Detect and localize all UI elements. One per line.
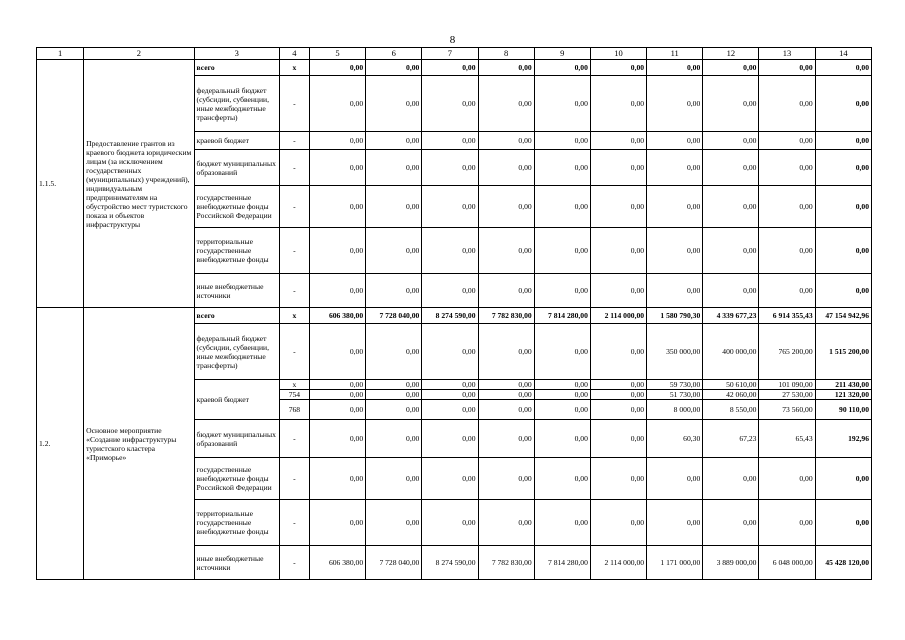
value-cell: 350 000,00 bbox=[647, 324, 703, 380]
value-cell: 0,00 bbox=[815, 60, 871, 76]
funding-source: федеральный бюджет (субсидии, субвенции, иные межбюджетные трансферты) bbox=[194, 324, 279, 380]
value-cell: 765 200,00 bbox=[759, 324, 815, 380]
value-cell: 0,00 bbox=[478, 390, 534, 400]
value-cell: 0,00 bbox=[422, 420, 478, 458]
value-cell: 0,00 bbox=[590, 60, 646, 76]
value-cell: 0,00 bbox=[422, 60, 478, 76]
value-cell: 0,00 bbox=[478, 324, 534, 380]
column-header: 8 bbox=[478, 48, 534, 60]
value-cell: 0,00 bbox=[422, 186, 478, 228]
value-cell: 0,00 bbox=[815, 76, 871, 132]
value-cell: 0,00 bbox=[422, 150, 478, 186]
funding-source: иные внебюджетные источники bbox=[194, 274, 279, 308]
value-cell: 7 728 040,00 bbox=[366, 308, 422, 324]
value-cell: 27 530,00 bbox=[759, 390, 815, 400]
value-cell: 0,00 bbox=[815, 186, 871, 228]
value-cell: 90 110,00 bbox=[815, 400, 871, 420]
funding-source: иные внебюджетные источники bbox=[194, 546, 279, 580]
value-cell: 8 274 590,00 bbox=[422, 308, 478, 324]
value-cell: 0,00 bbox=[422, 76, 478, 132]
value-cell: 0,00 bbox=[534, 60, 590, 76]
value-cell: 0,00 bbox=[534, 228, 590, 274]
value-cell: 59 730,00 bbox=[647, 380, 703, 390]
value-cell: 0,00 bbox=[647, 60, 703, 76]
column-4: - bbox=[279, 186, 309, 228]
value-cell: 0,00 bbox=[309, 400, 365, 420]
column-header: 10 bbox=[590, 48, 646, 60]
value-cell: 0,00 bbox=[647, 76, 703, 132]
funding-source: всего bbox=[194, 60, 279, 76]
funding-source: краевой бюджет bbox=[194, 380, 279, 420]
value-cell: 400 000,00 bbox=[703, 324, 759, 380]
value-cell: 0,00 bbox=[815, 458, 871, 500]
value-cell: 0,00 bbox=[366, 274, 422, 308]
value-cell: 65,43 bbox=[759, 420, 815, 458]
value-cell: 0,00 bbox=[422, 274, 478, 308]
value-cell: 0,00 bbox=[309, 458, 365, 500]
value-cell: 0,00 bbox=[478, 228, 534, 274]
value-cell: 0,00 bbox=[366, 228, 422, 274]
value-cell: 0,00 bbox=[590, 324, 646, 380]
value-cell: 0,00 bbox=[366, 186, 422, 228]
value-cell: 0,00 bbox=[309, 390, 365, 400]
value-cell: 0,00 bbox=[366, 380, 422, 390]
column-4: - bbox=[279, 420, 309, 458]
value-cell: 0,00 bbox=[759, 458, 815, 500]
value-cell: 8 274 590,00 bbox=[422, 546, 478, 580]
value-cell: 0,00 bbox=[366, 390, 422, 400]
value-cell: 0,00 bbox=[590, 458, 646, 500]
value-cell: 192,96 bbox=[815, 420, 871, 458]
value-cell: 0,00 bbox=[590, 76, 646, 132]
value-cell: 2 114 000,00 bbox=[590, 308, 646, 324]
column-4: x bbox=[279, 308, 309, 324]
value-cell: 6 048 000,00 bbox=[759, 546, 815, 580]
value-cell: 0,00 bbox=[478, 76, 534, 132]
value-cell: 0,00 bbox=[590, 186, 646, 228]
column-header: 2 bbox=[84, 48, 194, 60]
value-cell: 0,00 bbox=[478, 132, 534, 150]
value-cell: 0,00 bbox=[478, 186, 534, 228]
value-cell: 2 114 000,00 bbox=[590, 546, 646, 580]
value-cell: 67,23 bbox=[703, 420, 759, 458]
column-header: 6 bbox=[366, 48, 422, 60]
value-cell: 0,00 bbox=[478, 60, 534, 76]
value-cell: 8 550,00 bbox=[703, 400, 759, 420]
value-cell: 47 154 942,96 bbox=[815, 308, 871, 324]
value-cell: 0,00 bbox=[422, 380, 478, 390]
column-header: 14 bbox=[815, 48, 871, 60]
column-header: 9 bbox=[534, 48, 590, 60]
value-cell: 0,00 bbox=[478, 274, 534, 308]
value-cell: 0,00 bbox=[759, 228, 815, 274]
value-cell: 0,00 bbox=[309, 132, 365, 150]
table-row bbox=[37, 308, 872, 324]
value-cell: 73 560,00 bbox=[759, 400, 815, 420]
value-cell: 0,00 bbox=[703, 500, 759, 546]
value-cell: 1 580 790,30 bbox=[647, 308, 703, 324]
value-cell: 0,00 bbox=[815, 228, 871, 274]
value-cell: 0,00 bbox=[759, 186, 815, 228]
value-cell: 0,00 bbox=[309, 228, 365, 274]
value-cell: 6 914 355,43 bbox=[759, 308, 815, 324]
value-cell: 0,00 bbox=[703, 76, 759, 132]
funding-source: всего bbox=[194, 308, 279, 324]
column-header: 5 bbox=[309, 48, 365, 60]
value-cell: 0,00 bbox=[422, 500, 478, 546]
page-number: 8 bbox=[449, 34, 456, 46]
value-cell: 0,00 bbox=[759, 60, 815, 76]
value-cell: 0,00 bbox=[590, 500, 646, 546]
value-cell: 0,00 bbox=[590, 132, 646, 150]
value-cell: 0,00 bbox=[366, 150, 422, 186]
value-cell: 0,00 bbox=[590, 380, 646, 390]
value-cell: 0,00 bbox=[534, 76, 590, 132]
value-cell: 42 060,00 bbox=[703, 390, 759, 400]
column-4: - bbox=[279, 274, 309, 308]
value-cell: 0,00 bbox=[815, 150, 871, 186]
value-cell: 7 814 280,00 bbox=[534, 308, 590, 324]
value-cell: 0,00 bbox=[590, 390, 646, 400]
value-cell: 0,00 bbox=[478, 150, 534, 186]
value-cell: 0,00 bbox=[647, 186, 703, 228]
value-cell: 0,00 bbox=[478, 500, 534, 546]
value-cell: 7 814 280,00 bbox=[534, 546, 590, 580]
value-cell: 0,00 bbox=[759, 150, 815, 186]
value-cell: 0,00 bbox=[590, 150, 646, 186]
value-cell: 0,00 bbox=[703, 186, 759, 228]
value-cell: 45 428 120,00 bbox=[815, 546, 871, 580]
column-header: 11 bbox=[647, 48, 703, 60]
value-cell: 7 782 830,00 bbox=[478, 546, 534, 580]
column-4: - bbox=[279, 324, 309, 380]
value-cell: 1 171 000,00 bbox=[647, 546, 703, 580]
value-cell: 0,00 bbox=[590, 228, 646, 274]
column-4: 754 bbox=[279, 390, 309, 400]
value-cell: 0,00 bbox=[815, 132, 871, 150]
column-4: x bbox=[279, 380, 309, 390]
value-cell: 0,00 bbox=[309, 150, 365, 186]
value-cell: 0,00 bbox=[534, 324, 590, 380]
value-cell: 0,00 bbox=[309, 324, 365, 380]
column-header: 7 bbox=[422, 48, 478, 60]
funding-source: территориальные государственные внебюджетные фонды bbox=[194, 228, 279, 274]
funding-source: государственные внебюджетные фонды Российской Федерации bbox=[194, 186, 279, 228]
column-header: 3 bbox=[194, 48, 279, 60]
activity-name: Предоставление грантов из краевого бюджета юридическим лицам (за исключением государственных (муниципальных) учреждений), индивидуальным предпринимателям на обустройство мест туристского показа и объектов инфраструктуры bbox=[84, 60, 194, 308]
value-cell: 0,00 bbox=[703, 228, 759, 274]
value-cell: 7 728 040,00 bbox=[366, 546, 422, 580]
value-cell: 0,00 bbox=[534, 400, 590, 420]
value-cell: 0,00 bbox=[815, 274, 871, 308]
value-cell: 0,00 bbox=[366, 60, 422, 76]
value-cell: 0,00 bbox=[309, 380, 365, 390]
value-cell: 0,00 bbox=[534, 132, 590, 150]
value-cell: 3 889 000,00 bbox=[703, 546, 759, 580]
column-4: x bbox=[279, 60, 309, 76]
value-cell: 211 430,00 bbox=[815, 380, 871, 390]
activity-name: Основное мероприятие «Создание инфраструктуры туристского кластера «Приморье» bbox=[84, 308, 194, 580]
value-cell: 0,00 bbox=[815, 500, 871, 546]
value-cell: 0,00 bbox=[647, 274, 703, 308]
value-cell: 0,00 bbox=[309, 500, 365, 546]
value-cell: 0,00 bbox=[759, 500, 815, 546]
value-cell: 606 380,00 bbox=[309, 546, 365, 580]
value-cell: 0,00 bbox=[759, 76, 815, 132]
value-cell: 0,00 bbox=[422, 390, 478, 400]
value-cell: 1 515 200,00 bbox=[815, 324, 871, 380]
value-cell: 0,00 bbox=[478, 400, 534, 420]
value-cell: 0,00 bbox=[422, 400, 478, 420]
funding-source: государственные внебюджетные фонды Российской Федерации bbox=[194, 458, 279, 500]
value-cell: 0,00 bbox=[534, 500, 590, 546]
column-4: - bbox=[279, 228, 309, 274]
value-cell: 0,00 bbox=[590, 400, 646, 420]
column-4: - bbox=[279, 546, 309, 580]
value-cell: 0,00 bbox=[478, 420, 534, 458]
value-cell: 0,00 bbox=[703, 150, 759, 186]
value-cell: 0,00 bbox=[647, 150, 703, 186]
value-cell: 0,00 bbox=[534, 458, 590, 500]
value-cell: 0,00 bbox=[366, 76, 422, 132]
value-cell: 0,00 bbox=[309, 274, 365, 308]
value-cell: 0,00 bbox=[759, 132, 815, 150]
value-cell: 0,00 bbox=[590, 274, 646, 308]
column-4: - bbox=[279, 76, 309, 132]
value-cell: 7 782 830,00 bbox=[478, 308, 534, 324]
value-cell: 0,00 bbox=[647, 500, 703, 546]
value-cell: 0,00 bbox=[422, 132, 478, 150]
table-row bbox=[37, 60, 872, 76]
column-header: 4 bbox=[279, 48, 309, 60]
value-cell: 0,00 bbox=[647, 228, 703, 274]
value-cell: 0,00 bbox=[309, 60, 365, 76]
column-header: 12 bbox=[703, 48, 759, 60]
value-cell: 51 730,00 bbox=[647, 390, 703, 400]
value-cell: 50 610,00 bbox=[703, 380, 759, 390]
budget-table bbox=[36, 47, 872, 580]
value-cell: 0,00 bbox=[366, 132, 422, 150]
value-cell: 0,00 bbox=[366, 400, 422, 420]
row-code: 1.2. bbox=[37, 308, 84, 580]
row-code: 1.1.5. bbox=[37, 60, 84, 308]
value-cell: 0,00 bbox=[366, 420, 422, 458]
value-cell: 0,00 bbox=[366, 458, 422, 500]
value-cell: 0,00 bbox=[309, 76, 365, 132]
value-cell: 60,30 bbox=[647, 420, 703, 458]
value-cell: 0,00 bbox=[647, 132, 703, 150]
value-cell: 0,00 bbox=[534, 150, 590, 186]
value-cell: 0,00 bbox=[590, 420, 646, 458]
column-4: - bbox=[279, 132, 309, 150]
value-cell: 0,00 bbox=[422, 324, 478, 380]
value-cell: 0,00 bbox=[366, 500, 422, 546]
value-cell: 0,00 bbox=[703, 458, 759, 500]
value-cell: 0,00 bbox=[534, 420, 590, 458]
column-header: 13 bbox=[759, 48, 815, 60]
value-cell: 101 090,00 bbox=[759, 380, 815, 390]
funding-source: краевой бюджет bbox=[194, 132, 279, 150]
value-cell: 8 000,00 bbox=[647, 400, 703, 420]
column-4: 768 bbox=[279, 400, 309, 420]
column-4: - bbox=[279, 150, 309, 186]
value-cell: 0,00 bbox=[309, 420, 365, 458]
funding-source: бюджет муниципальных образований bbox=[194, 150, 279, 186]
value-cell: 0,00 bbox=[478, 458, 534, 500]
funding-source: бюджет муниципальных образований bbox=[194, 420, 279, 458]
value-cell: 0,00 bbox=[759, 274, 815, 308]
value-cell: 0,00 bbox=[366, 324, 422, 380]
value-cell: 0,00 bbox=[703, 60, 759, 76]
column-4: - bbox=[279, 458, 309, 500]
column-4: - bbox=[279, 500, 309, 546]
value-cell: 0,00 bbox=[534, 380, 590, 390]
column-header: 1 bbox=[37, 48, 84, 60]
funding-source: федеральный бюджет (субсидии, субвенции, иные межбюджетные трансферты) bbox=[194, 76, 279, 132]
value-cell: 0,00 bbox=[534, 274, 590, 308]
value-cell: 121 320,00 bbox=[815, 390, 871, 400]
funding-source: территориальные государственные внебюджетные фонды bbox=[194, 500, 279, 546]
value-cell: 0,00 bbox=[703, 132, 759, 150]
value-cell: 606 380,00 bbox=[309, 308, 365, 324]
value-cell: 4 339 677,23 bbox=[703, 308, 759, 324]
value-cell: 0,00 bbox=[422, 458, 478, 500]
value-cell: 0,00 bbox=[647, 458, 703, 500]
header-row bbox=[37, 48, 872, 60]
value-cell: 0,00 bbox=[534, 186, 590, 228]
value-cell: 0,00 bbox=[534, 390, 590, 400]
value-cell: 0,00 bbox=[309, 186, 365, 228]
value-cell: 0,00 bbox=[703, 274, 759, 308]
value-cell: 0,00 bbox=[422, 228, 478, 274]
value-cell: 0,00 bbox=[478, 380, 534, 390]
